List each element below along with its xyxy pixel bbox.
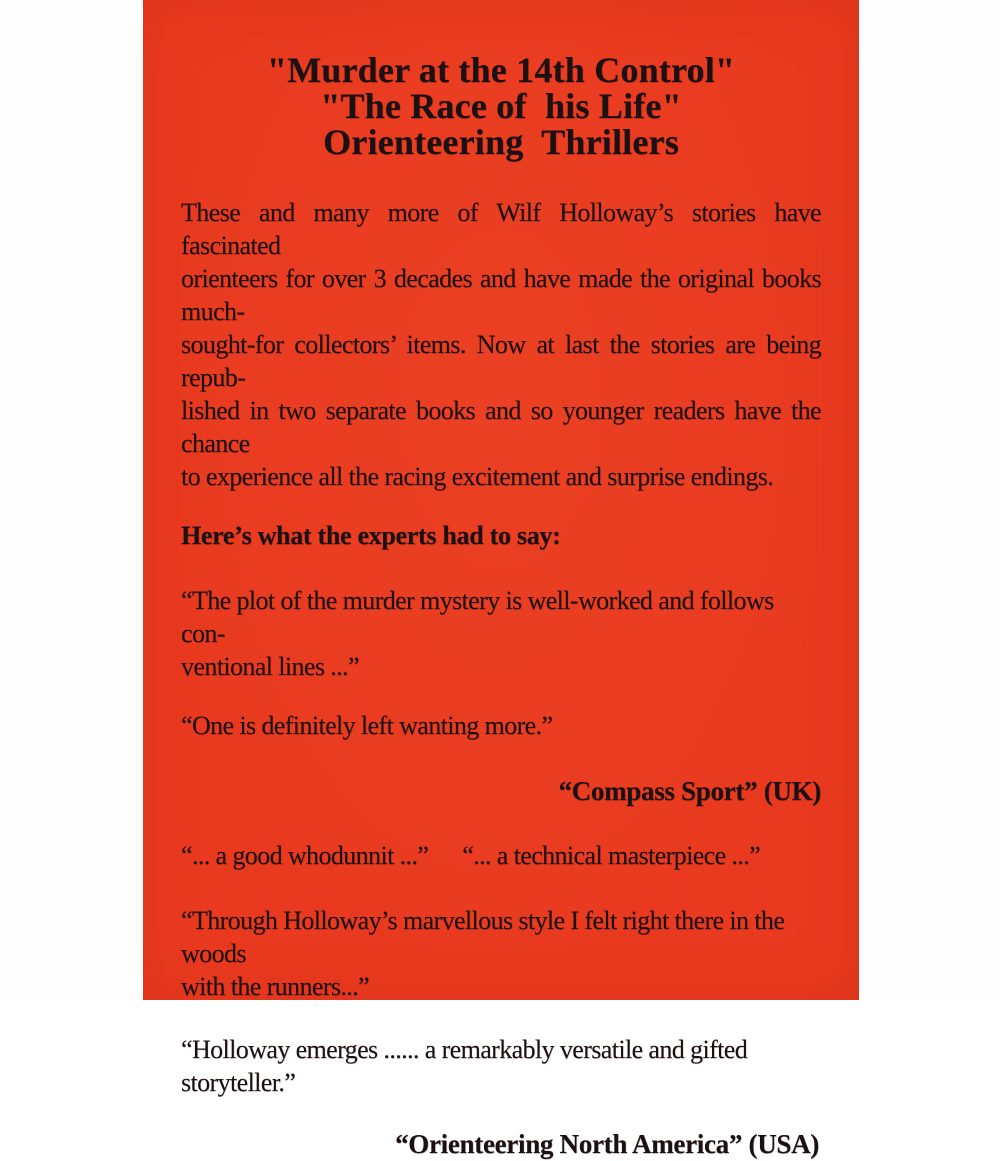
title-line-3: Orienteering Thrillers (323, 122, 679, 162)
review-storyteller-quote (181, 1033, 821, 1099)
review-line: storyteller.” (181, 1068, 296, 1097)
review-line: “The plot of the murder mystery is well-worked and follows con- (181, 586, 780, 648)
review-line: “Holloway emerges ...... a remarkably versatile and gifted (181, 1035, 748, 1064)
book-back-cover (143, 0, 859, 1159)
attribution-orienteering-north-america: “Orienteering North America” (USA) (395, 1129, 819, 1159)
intro-line: orienteers for over 3 decades and have made the original books much- (181, 264, 827, 326)
review-wanting-more-quote (181, 709, 821, 742)
review-line: with the runners...” (181, 972, 370, 1001)
review-line: ventional lines ...” (181, 652, 359, 681)
experts-heading: Here’s what the experts had to say: (181, 521, 561, 550)
intro-line: These and many more of Wilf Holloway’s stories have fascinated (181, 198, 827, 260)
review-line: “Through Holloway’s marvellous style I felt right there in the woods (181, 906, 791, 968)
intro-paragraph (181, 196, 827, 493)
cover-content (181, 0, 827, 1161)
title-line-2: "The Race of his Life" (320, 86, 682, 126)
review-style-quote (181, 904, 821, 1003)
intro-line: sought-for collectors’ items. Now at last the stories are being repub- (181, 330, 827, 392)
review-masterpiece-quote: “... a technical masterpiece ...” (462, 841, 761, 870)
review-plot-quote (181, 584, 821, 683)
review-line: “One is definitely left wanting more.” (181, 711, 553, 740)
review-pair (181, 839, 821, 872)
title-line-1: "Murder at the 14th Control" (266, 50, 736, 90)
review-whodunnit-quote: “... a good whodunnit ...” (181, 841, 429, 870)
intro-line: to experience all the racing excitement and surprise endings. (181, 462, 774, 491)
title-block (181, 0, 821, 160)
intro-line: lished in two separate books and so younger readers have the chance (181, 396, 827, 458)
attribution-compass-sport: “Compass Sport” (UK) (558, 776, 821, 806)
